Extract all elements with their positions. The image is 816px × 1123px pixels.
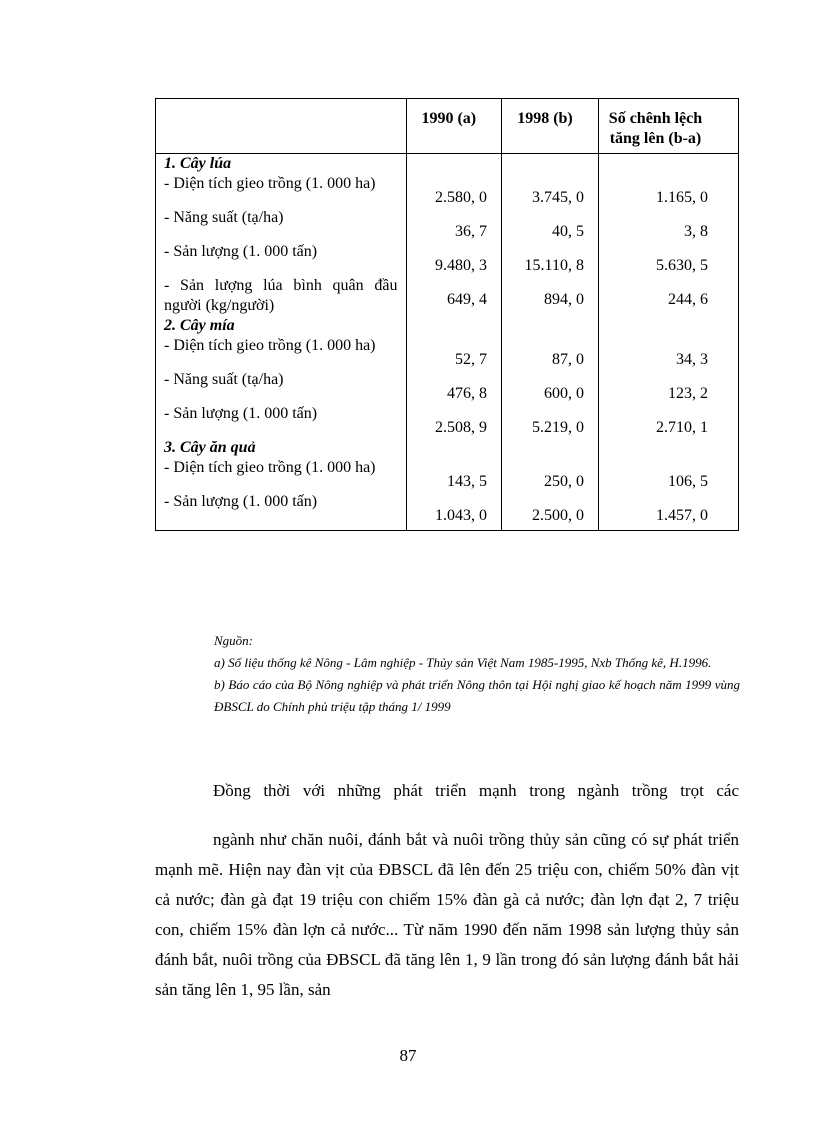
empty-cell [502, 154, 599, 175]
value-1998: 15.110, 8 [502, 242, 599, 276]
header-1990: 1990 (a) [406, 99, 502, 154]
row-label: - Năng suất (tạ/ha) [156, 208, 407, 242]
value-1998: 600, 0 [502, 370, 599, 404]
value-1990: 36, 7 [406, 208, 502, 242]
row-label: - Diện tích gieo trồng (1. 000 ha) [156, 458, 407, 492]
row-label: - Sản lượng (1. 000 tấn) [156, 404, 407, 438]
table-row [156, 404, 739, 438]
value-difference: 3, 8 [598, 208, 738, 242]
section-row [156, 154, 739, 175]
row-label: - Diện tích gieo trồng (1. 000 ha) [156, 336, 407, 370]
value-1990: 2.508, 9 [406, 404, 502, 438]
row-label: - Sản lượng (1. 000 tấn) [156, 492, 407, 531]
value-difference: 123, 2 [598, 370, 738, 404]
empty-cell [502, 316, 599, 336]
value-1998: 894, 0 [502, 276, 599, 316]
empty-cell [598, 438, 738, 458]
value-1998: 250, 0 [502, 458, 599, 492]
sources-title: Nguồn: [214, 633, 253, 648]
value-1998: 3.745, 0 [502, 174, 599, 208]
table-row [156, 242, 739, 276]
page-number: 87 [399, 1046, 417, 1065]
empty-cell [598, 154, 738, 175]
value-1990: 52, 7 [406, 336, 502, 370]
value-1990: 1.043, 0 [406, 492, 502, 531]
value-1998: 87, 0 [502, 336, 599, 370]
statistics-table [155, 98, 739, 531]
row-label: - Sản lượng (1. 000 tấn) [156, 242, 407, 276]
empty-cell [406, 438, 502, 458]
table-header-row [156, 99, 739, 154]
row-label: - Diện tích gieo trồng (1. 000 ha) [156, 174, 407, 208]
value-1998: 40, 5 [502, 208, 599, 242]
empty-cell [406, 154, 502, 175]
value-1990: 143, 5 [406, 458, 502, 492]
header-1998: 1998 (b) [502, 99, 599, 154]
section-title: 3. Cây ăn quả [156, 438, 407, 458]
body-paragraph-2: ngành như chăn nuôi, đánh bắt và nuôi trồng thủy sản cũng có sự phát triển mạnh mẽ. Hiện nay đàn vịt của ĐBSCL đã lên đến 25 triệu con, chiếm 50% đàn vịt cả nước; đàn gà đạt 19 triệu con chiếm 15% đàn gà cả nước; đàn lợn đạt 2, 7 triệu con, chiếm 15% đàn lợn cả nước... Từ năm 1990 đến năm 1998 sản lượng thủy sản đánh bắt, nuôi trồng của ĐBSCL đã tăng lên 1, 9 lần trong đó sản lượng đánh bắt hải sản tăng lên 1, 95 lần, sản [155, 830, 739, 999]
body-paragraph-1: Đồng thời với những phát triển mạnh trong ngành trồng trọt các [213, 781, 739, 800]
source-a: a) Số liệu thống kê Nông - Lâm nghiệp - Thủy sản Việt Nam 1985-1995, Nxb Thống kê, H.1996. [214, 655, 712, 670]
table-row [156, 276, 739, 316]
value-1990: 649, 4 [406, 276, 502, 316]
empty-cell [502, 438, 599, 458]
empty-cell [406, 316, 502, 336]
header-difference: Số chênh lệch tăng lên (b-a) [598, 99, 738, 154]
value-difference: 244, 6 [598, 276, 738, 316]
value-difference: 106, 5 [598, 458, 738, 492]
section-row [156, 316, 739, 336]
value-1998: 2.500, 0 [502, 492, 599, 531]
value-1998: 5.219, 0 [502, 404, 599, 438]
table-row [156, 174, 739, 208]
source-b: b) Báo cáo của Bộ Nông nghiệp và phát triển Nông thôn tại Hội nghị giao kế hoạch năm 1999 vùng ĐBSCL do Chính phủ triệu tập tháng 1/ 1999 [214, 677, 740, 714]
table-row [156, 492, 739, 531]
table-row [156, 458, 739, 492]
header-empty [156, 99, 407, 154]
value-1990: 9.480, 3 [406, 242, 502, 276]
sources-note [214, 630, 740, 718]
value-difference: 1.457, 0 [598, 492, 738, 531]
value-difference: 2.710, 1 [598, 404, 738, 438]
value-1990: 476, 8 [406, 370, 502, 404]
value-difference: 1.165, 0 [598, 174, 738, 208]
section-title: 1. Cây lúa [156, 154, 407, 175]
empty-cell [598, 316, 738, 336]
section-row [156, 438, 739, 458]
value-1990: 2.580, 0 [406, 174, 502, 208]
row-label: - Sản lượng lúa bình quân đầu người (kg/người) [156, 276, 407, 316]
row-label: - Năng suất (tạ/ha) [156, 370, 407, 404]
value-difference: 34, 3 [598, 336, 738, 370]
table-row [156, 208, 739, 242]
value-difference: 5.630, 5 [598, 242, 738, 276]
section-title: 2. Cây mía [156, 316, 407, 336]
table-row [156, 336, 739, 370]
table-row [156, 370, 739, 404]
